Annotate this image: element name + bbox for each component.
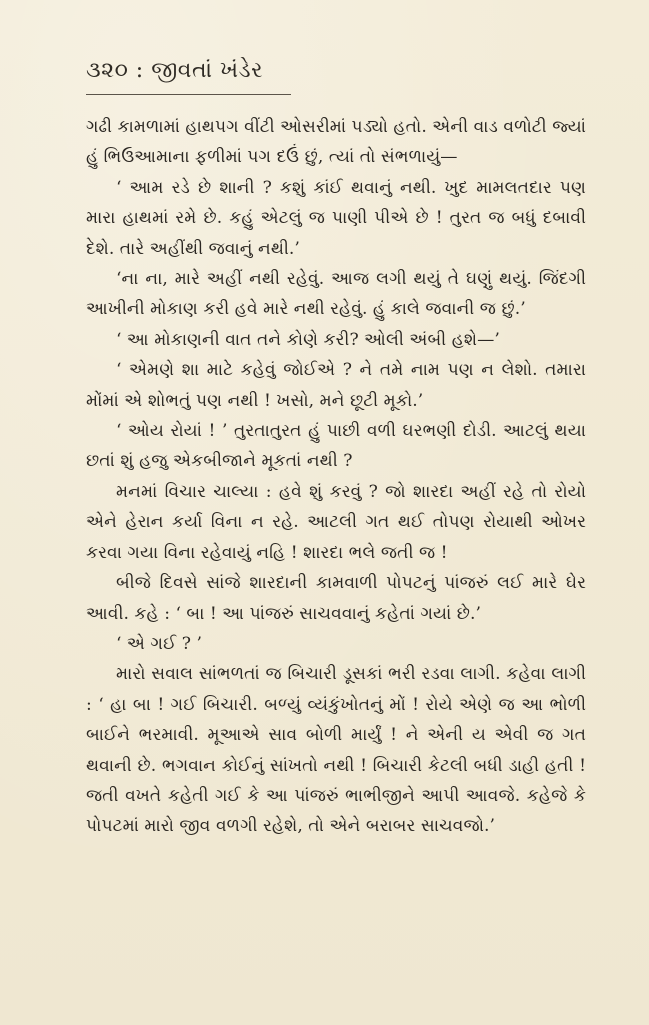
paragraph: મારો સવાલ સાંભળતાં જ બિચારી ડૂસકાં ભરી રડવા લાગી. કહેવા લાગી : ‘ હા બા ! ગઈ બિચારી. બળ્યું વ્યંકુંખોતનું મોં ! રોયે એણે જ આ ભોળી બાઈને ભરમાવી. મૂઆએ સાવ બોળી માર્યું ! ને એની ય એવી જ ગત થવાની છે. ભગવાન કોઈનું સાંખતો નથી ! બિચારી કેટલી બધી ડાહી હતી ! જતી વખતે કહેતી ગઈ કે આ પાંજરું ભાભીજીને આપી આવજે. કહેજે કે પોપટમાં મારો જીવ વળગી રહેશે, તો એને બરાબર સાચવજો.’: [86, 664, 586, 837]
paragraph: ‘ એ ગઈ ? ’: [116, 633, 202, 654]
paragraph: ગઢી કામળામાં હાથપગ વીંટી ઓસરીમાં પડ્યો હતો. એની વાડ વળોટી જ્યાં હું ભિઉઆમાના ફળીમાં પગ દઉં છું, ત્યાં તો સંભળાયું—: [86, 117, 587, 168]
paragraph: મનમાં વિચાર ચાલ્યા : હવે શું કરવું ? જો શારદા અહીં રહે તો રોયો એને હેરાન કર્યા વિના ન રહે. આટલી ગત થઈ તોપણ રોયાથી ઓખર કરવા ગયા વિના રહેવાયું નહિ ! શારદા ભલે જતી જ !: [86, 481, 586, 563]
paragraph: ‘ ઓય રોયાં ! ’ તુરતાતુરત હું પાછી વળી ઘરભણી દોડી. આટલું થયા છતાં શું હજુ એકબીજાને મૂકતાં નથી ?: [86, 421, 586, 472]
paragraph: ‘ આ મોકાણની વાત તને કોણે કરી? ઓલી અંબી હશે—’: [116, 329, 500, 350]
body-text: [86, 112, 586, 842]
header-rule: [86, 94, 291, 95]
running-head: ૩૨૦ : જીવતાં ખંડેર: [86, 58, 264, 83]
paragraph: ‘ એમણે શા માટે કહેવું જોઈએ ? ને તમે નામ પણ ન લેશો. તમારા મોંમાં એ શોભતું પણ નથી ! ખસો, મને છૂટી મૂકો.’: [86, 360, 586, 411]
paragraph: ‘ આમ રડે છે શાની ? કશું કાંઈ થવાનું નથી. ખુદ મામલતદાર પણ મારા હાથમાં રમે છે. કહું એટલું જ પાણી પીએ છે ! તુરત જ બધું દબાવી દેશે. તારે અહીંથી જવાનું નથી.’: [86, 177, 586, 259]
paragraph: ‘ના ના, મારે અહીં નથી રહેવું. આજ લગી થયું તે ઘણું થયું. જિંદગી આખીની મોકાણ કરી હવે મારે નથી રહેવું. હું કાલે જવાની જ છું.’: [86, 269, 586, 320]
paragraph: બીજે દિવસે સાંજે શારદાની કામવાળી પોપટનું પાંજરું લઈ મારે ઘેર આવી. કહે : ‘ બા ! આ પાંજરું સાચવવાનું કહેતાં ગયાં છે.’: [86, 573, 586, 624]
